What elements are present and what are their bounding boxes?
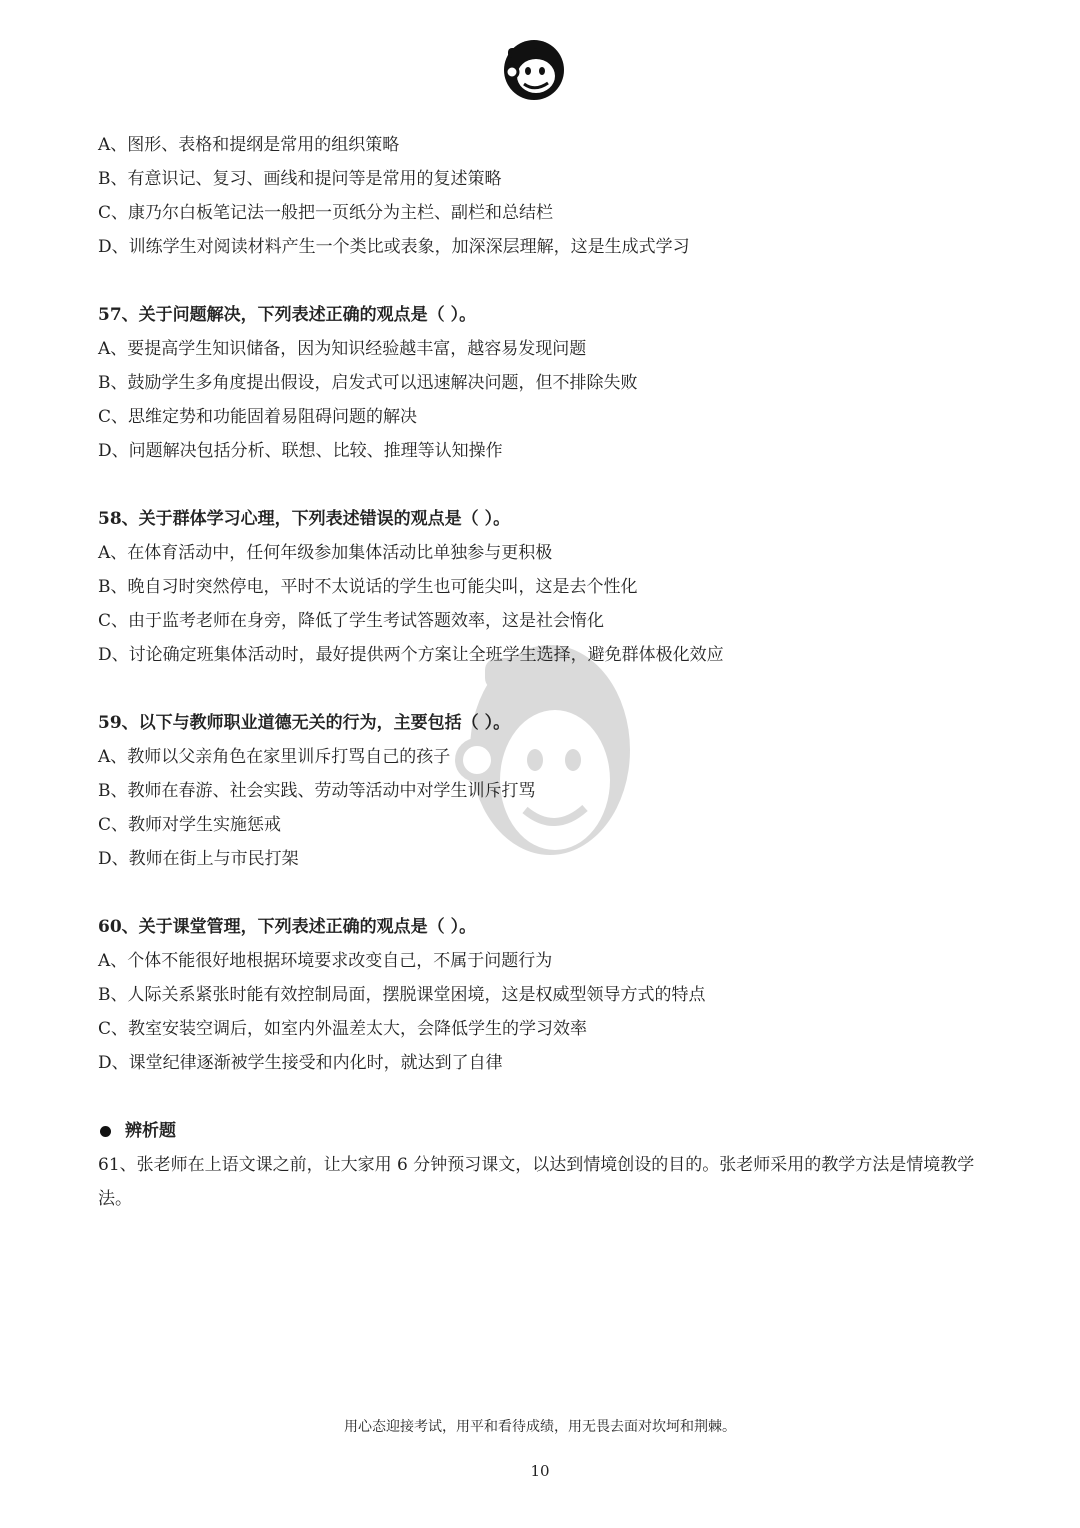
option-line: B、有意识记、复习、画线和提问等是常用的复述策略 xyxy=(98,169,502,189)
option-line: C、由于监考老师在身旁，降低了学生考试答题效率，这是社会惰化 xyxy=(98,611,605,631)
section-title: 辨析题 xyxy=(125,1121,176,1141)
document-body xyxy=(98,128,998,1216)
monkey-mascot-icon xyxy=(502,38,566,102)
question-title: 59、以下与教师职业道德无关的行为，主要包括（ ）。 xyxy=(98,713,511,733)
bullet-icon xyxy=(100,1126,111,1137)
option-line: C、教室安装空调后，如室内外温差太大，会降低学生的学习效率 xyxy=(98,1019,588,1039)
option-line: B、晚自习时突然停电，平时不太说话的学生也可能尖叫，这是去个性化 xyxy=(98,577,638,597)
option-line: C、康乃尔白板笔记法一般把一页纸分为主栏、副栏和总结栏 xyxy=(98,203,554,223)
option-line: A、个体不能很好地根据环境要求改变自己，不属于问题行为 xyxy=(98,951,553,971)
question-57 xyxy=(98,298,998,468)
question-58 xyxy=(98,502,998,672)
question-59 xyxy=(98,706,998,876)
question-60 xyxy=(98,910,998,1080)
option-line: D、教师在街上与市民打架 xyxy=(98,849,299,869)
section-heading xyxy=(98,1114,998,1148)
option-line: B、鼓励学生多角度提出假设，启发式可以迅速解决问题，但不排除失败 xyxy=(98,373,638,393)
question-title: 58、关于群体学习心理，下列表述错误的观点是（ ）。 xyxy=(98,509,511,529)
option-line: D、问题解决包括分析、联想、比较、推理等认知操作 xyxy=(98,441,503,461)
page-number: 10 xyxy=(530,1462,550,1480)
question-title: 57、关于问题解决，下列表述正确的观点是（ ）。 xyxy=(98,305,477,325)
option-line: D、课堂纪律逐渐被学生接受和内化时，就达到了自律 xyxy=(98,1053,503,1073)
option-line: A、在体育活动中，任何年级参加集体活动比单独参与更积极 xyxy=(98,543,553,563)
option-line: C、思维定势和功能固着易阻碍问题的解决 xyxy=(98,407,418,427)
option-line: A、要提高学生知识储备，因为知识经验越丰富，越容易发现问题 xyxy=(98,339,587,359)
option-line: D、训练学生对阅读材料产生一个类比或表象，加深深层理解，这是生成式学习 xyxy=(98,237,690,257)
question-title: 60、关于课堂管理，下列表述正确的观点是（ ）。 xyxy=(98,917,477,937)
question-61-paragraph: 61、张老师在上语文课之前，让大家用 6 分钟预习课文，以达到情境创设的目的。张老师采用的教学方法是情境教学法。 xyxy=(98,1155,975,1209)
option-line: A、图形、表格和提纲是常用的组织策略 xyxy=(98,135,400,155)
option-line: A、教师以父亲角色在家里训斥打骂自己的孩子 xyxy=(98,747,451,767)
option-line: D、讨论确定班集体活动时，最好提供两个方案让全班学生选择，避免群体极化效应 xyxy=(98,645,724,665)
option-line: B、人际关系紧张时能有效控制局面，摆脱课堂困境，这是权威型领导方式的特点 xyxy=(98,985,706,1005)
option-line: B、教师在春游、社会实践、劳动等活动中对学生训斥打骂 xyxy=(98,781,536,801)
footer-motto: 用心态迎接考试，用平和看待成绩，用无畏去面对坎坷和荆棘。 xyxy=(344,1419,736,1435)
previous-question-options xyxy=(98,128,998,264)
option-line: C、教师对学生实施惩戒 xyxy=(98,815,282,835)
